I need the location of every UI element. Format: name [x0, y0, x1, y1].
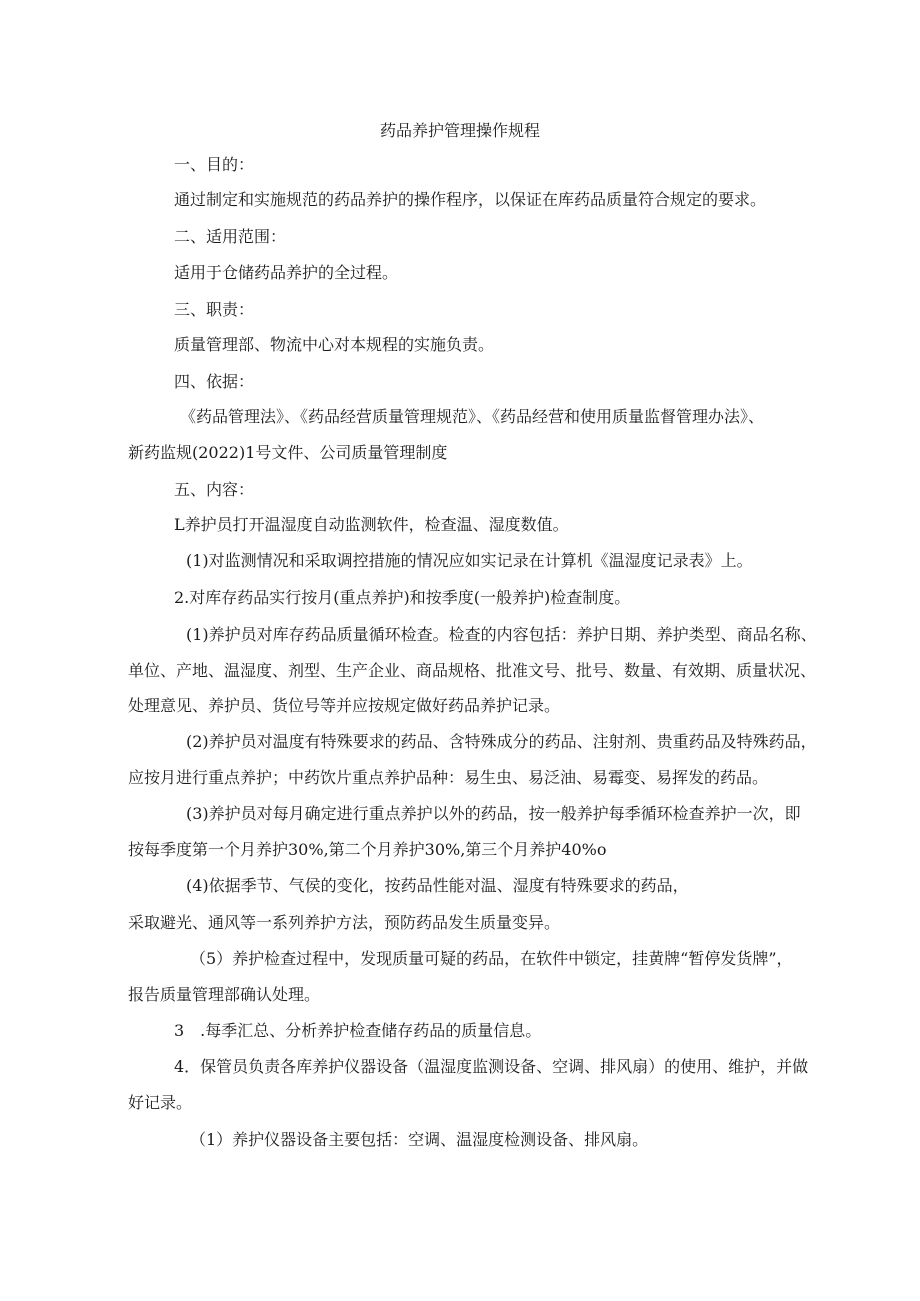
content-item-4-line-1: 4．保管员负责各库养护仪器设备（温湿度监测设备、空调、排风扇）的使用、维护，并做	[174, 1057, 809, 1076]
content-heading: 五、内容：	[174, 480, 255, 499]
content-item-2-2-line-2: 应按月进行重点养护；中药饮片重点养护品种：易生虫、易泛油、易霉变、易挥发的药品。	[128, 768, 769, 787]
basis-heading: 四、依据：	[174, 372, 255, 391]
content-item-4-1: （1）养护仪器设备主要包括：空调、温湿度检测设备、排风扇。	[190, 1130, 649, 1149]
content-item-3: 3 .每季汇总、分析养护检查储存药品的质量信息。	[174, 1021, 542, 1040]
content-item-1: L养护员打开温湿度自动监测软件，检查温、湿度数值。	[174, 515, 569, 534]
content-item-2-4-line-1: (4)依据季节、气侯的变化，按药品性能对温、湿度有特殊要求的药品，	[186, 876, 689, 895]
content-item-2-3-line-1: (3)养护员对每月确定进行重点养护以外的药品，按一般养护每季循环检查养护一次，即	[186, 804, 801, 823]
scope-text: 适用于仓储药品养护的全过程。	[174, 263, 399, 282]
content-item-2-4-line-2: 采取避光、通风等一系列养护方法，预防药品发生质量变异。	[128, 913, 561, 932]
purpose-text: 通过制定和实施规范的药品养护的操作程序，以保证在库药品质量符合规定的要求。	[174, 190, 767, 209]
content-item-2: 2.对库存药品实行按月(重点养护)和按季度(一般养护)检查制度。	[174, 588, 631, 607]
content-item-2-3-line-2: 按每季度第一个月养护30%,第二个月养护30%,第三个月养护40%o	[128, 840, 607, 859]
content-item-1-1: (1)对监测情况和采取调控措施的情况应如实记录在计算机《温湿度记录表》上。	[186, 551, 753, 570]
document-title: 药品养护管理操作规程	[379, 121, 540, 140]
content-item-2-1-line-2: 单位、产地、温湿度、剂型、生产企业、商品规格、批准文号、批号、数量、有效期、质量状况、	[128, 661, 817, 680]
duty-text: 质量管理部、物流中心对本规程的实施负责。	[174, 335, 495, 354]
content-item-2-1-line-1: (1)养护员对库存药品质量循环检查。检查的内容包括：养护日期、养护类型、商品名称、	[186, 625, 817, 644]
basis-line-2: 新药监规(2022)1号文件、公司质量管理制度	[128, 443, 448, 462]
purpose-heading: 一、目的：	[174, 155, 255, 174]
content-item-2-5-line-1: （5）养护检查过程中，发现质量可疑的药品，在软件中锁定，挂黄牌“暂停发货牌”，	[190, 949, 793, 968]
scope-heading: 二、适用范围：	[174, 227, 287, 246]
duty-heading: 三、职责：	[174, 300, 255, 319]
content-item-2-5-line-2: 报告质量管理部确认处理。	[128, 985, 321, 1004]
content-item-2-2-line-1: (2)养护员对温度有特殊要求的药品、含特殊成分的药品、注射剂、贵重药品及特殊药品，	[186, 732, 817, 751]
content-item-4-line-2: 好记录。	[128, 1093, 193, 1112]
basis-line-1: 《药品管理法》、《药品经营质量管理规范》、《药品经营和使用质量监督管理办法》、	[180, 407, 765, 426]
content-item-2-1-line-3: 处理意见、养护员、货位号等并应按规定做好药品养护记录。	[128, 696, 561, 715]
